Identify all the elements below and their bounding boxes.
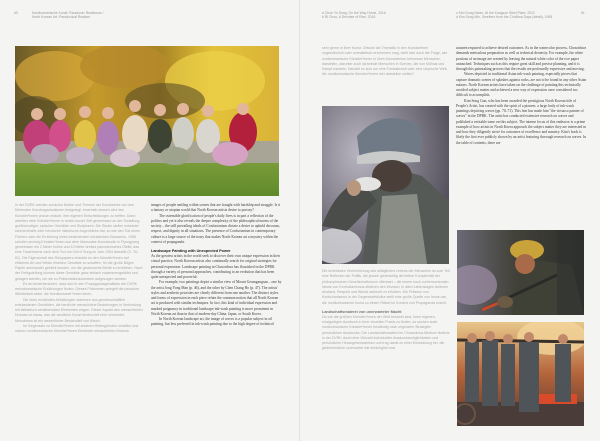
painting-image [457, 230, 584, 315]
paragraph: Waves depicted in traditional Asian ink-wash painting, especially pieces that capture dramatic scenes of splashes against rocks, are not to be found in any other Asian nations. North Korean artists have taken on the challenge of painting this technically avoided subject matter and achieved a new way of expression once considered too difficult to accomplish. [456, 72, 587, 98]
paragraph: The ostensible glorification of people's daily lives is in part a reflection of the politics and yet it also reveals the deeper complexity of the philosophical norms of the society – the still prevailing ideals of Confucianism dictate a desire to uphold decorum, respect, and dignity in all situations. The presence of Confucianism in contemporary culture is a large source of the irony that makes North Korean art a mystery within the context of propaganda. [151, 213, 280, 244]
running-head [32, 11, 103, 19]
page-number-right: 61 [581, 11, 585, 15]
caption-a: a Choe Yu Song, On the Way Home, 2016 [322, 11, 386, 15]
figure-smelters [457, 322, 584, 426]
paragraph: Die oben erwähnten Abbildungen stammen aus gemeinschaftlich entstandenen Gemälden, die herzliche menschliche Beziehungen in Verbindung mit ästhetisch-sentimentalen Elementen zeigen. Dieser Aspekt des menschlichen Dramas ist etwas, das die westliche Kunst tendenziell eher vermeidet. Melodrama ist ein wesentlicher Bestandteil von Kitsch. [15, 297, 143, 323]
paragraph: As the greatest artists in the world seek to discover their own unique expression in their visual practice, North Korean artists also continually search for original strategies for personal expression. Landscape painting in Chosonhwa has flourished in the DPRK through a variety of personal approaches, contributing to an evolution that has been quite unexpected and powerful. [151, 254, 281, 279]
caption-b: b Ri Chun, A Devotee of Rice, 2016 [322, 15, 376, 20]
page-number-left: 60 [14, 11, 18, 15]
paragraph: Da wie die größten Künstler*innen der Welt bestrebt sind, ihren eigenen, einzigartigen Ausdruck in ihrer visuellen Praxis zu finden, so suchen auch nordkoreanische Künstler*innen beständig nach originären Strategien persönlichen Ausdrucks. Die Landschaftsmalerei im Chosonhwa-Medium florierte in der DVRK durch eine Vielzahl individueller Ausdrucksmöglichkeiten und persönlicher Herangehensweisen und trug damit zu einer Entwicklung bei, die gleichermaßen unerwartet wie eindringlich war. [322, 314, 450, 351]
caption-d: d Kim Song Min, Smelters from the Chollima Days (detail), 1998 [456, 15, 553, 20]
painting-image [15, 46, 279, 196]
running-head-de: Nordkoreanische Kunst: Paradoxer Realismus / [32, 11, 104, 15]
right-page [300, 0, 600, 441]
english-text-column-right [456, 46, 587, 146]
figure-miner-drinking [322, 106, 449, 264]
section-heading: Landscape Painting with Unexpected Power [151, 249, 231, 253]
paragraph: images of people smiling within scenes that are fraught with hardship and struggle. Is it a fantasy or utopian world that North Korean artists desire to portray? [151, 203, 281, 213]
paragraph: sehr gerne in ihrer Kunst. Obwohl die Thematik in den Kunstwerken ungewöhnlich oder unrealistisch erscheinen mag, stellt sich doch die Frage, wie nordkoreanische Künstler*innen in ihren Kunstwerken behutsam Menschen darstellen, darunter auch lächelnde Menschen in Szenen, die von Mühsal und Kampf handeln. Handelt es sich um eine Fantasiewelt oder eine utopische Welt, die nordkoreanische Künstler*innen hier darstellen wollen? [322, 46, 448, 77]
running-head-en: North Korean Art: Paradoxical Realism [32, 15, 91, 20]
paragraph: Die scheinbare Verherrlichung des alltäglichen Lebens der Menschen ist zum Teil eine Reflexion der Politik, die jedoch gleichzeitig die tiefere Komplexität der philosophischen Gesellschaftsnorm offenbart – die immer noch vorherrschenden Ideale von Konfuzianismus diktieren den Wunsch, in allen Lebenslagen äußeren Anstand, Respekt und Würde aufrecht zu erhalten. Die Präsenz von Konfuzianismus in der Gegenwartskultur stellt eine große Quelle von Ironie dar, die nordkoreanische Kunst zu einem Rätsel im Kontext von Propaganda macht. [322, 269, 450, 305]
captions-c-d [456, 11, 552, 19]
german-text-top [322, 46, 450, 78]
paragraph: Im Gegensatz zu Künstler*innen mit anderen Hintergründen schaffen und nutzen nordkoreanische Künstler*innen Elemente menschlichen Dramas [15, 323, 139, 333]
section-heading-de: Landschaftsmalerei von unerwarteter Macht [322, 309, 402, 314]
painting-image [457, 322, 584, 426]
caption-c: c Kim Dong Hwan, At the Kangson Steel Plant, 2012 [456, 11, 535, 15]
english-text-column [151, 203, 282, 328]
german-text-column [15, 203, 143, 334]
paragraph: Es ist bemerkenswert, dass sich in den Propagandagemälden der DVRK melodramatische Erzählungen finden. Dieses Phänomen spiegelt die paradoxe Wirklichkeit wider, die Nordkoreaner*innen leben. [15, 281, 140, 297]
german-text-bottom [322, 269, 450, 352]
painting-image [322, 106, 449, 264]
paragraph: For example, two paintings depict a similar view of Mount Geumgangsan – one by the artist Jong Yong Man (p. 46), and the other by Chen Chang Ho (p. 47). The artists' styles and aesthetic priorities are clearly different from one another. The distinct styles and forms of expression in each piece refute the common notion that all North Korean art is produced with similar techniques. In fact, this kind of individual expression and marked poignancy in traditional landscape ink-wash painting is more prominent in North Korean art than in that of modern-day China, Japan, or South Korea. [151, 280, 282, 316]
paragraph: acumen required to achieve desired outcomes. As in the watercolor process, Chosonhwa demands meticulous preparation as well as technical dexterity. For example, the white portions of an image are created by leaving the natural white color of the rice paper untouched. Techniques such as this require great skill and precise planning, and it is through this painstaking process that the results are profoundly expressive and moving. [456, 46, 587, 71]
paragraph: In der DVRK werden zunächst Motive und Themen der Kunstwerke von den führenden Kunstorganisationen festgelegt. Innerhalb dessen wird den Künstler*innen jedoch erlaubt, ihre eigenen Entscheidungen zu treffen. Dann arbeiten viele Künstler*innen in relativ kurzer Zeit gemeinsam an der Schaffung großformatiger, epischer Gemälde und Skulpturen. Die Studie stellen entweder schmerzhafte oder heroische historische Augenblicke dar, so wie den Tod eines Führers oder die Errichtung eines bedeutenden Infrastruktur-Bauwerks. 1998 schufen sechzig Künstler*innen aus dem Mansudae-Kunststudio in Pyongyang gemeinsam ein 2 Meter hohes und 10 Meter breites panoramisches Ölbild, das eine Trauerszene nach dem Tod von Kim Il Sung im Jahr 1994 darstellt (S. 78–81). Die Eigenschaft des Reispapiers erlaubte es den Künstler*innen auf effiziente Art und Weise einzelne Gemälde zu schaffen, für die große Bögen Papier aneinander geklebt wurden, um die gewünschte Breite zu erreichen. Nach der Fertigstellung können diese Gemälde ganz einfach zusammengefaltet und gelagert werden, um sie zu Präsentationszwecken aufgezogen werden. [15, 203, 143, 281]
figure-children-autumn [15, 46, 279, 196]
figure-steel-worker [457, 230, 584, 315]
paragraph: In North Korean landscape art, the image of waves is a popular subject in oil painting, but less preferred in ink-wash painting due to the high degree of technical [151, 317, 274, 327]
captions-a-b [322, 11, 386, 19]
paragraph: Kim Song Gun, who has been awarded the prestigious North Korean title of People's Artist, has created with the spirit of a pioneer, a large body of ink-wash paintings depicting waves (pp. 70–71). This feat has made him "the virtuoso painter of waves" in the DPRK. The artist has conducted extensive research on waves and published a veritable tome on this subject. The intense focus of this endeavor is a prime example of how artists in North Korea approach the subject matter they are interested in and how they diligently strive for outcomes of excellence and mastery. Kim's book is likely the first ever publicly shown by an artist featuring thorough research on waves. In the table of contents, there are [456, 98, 587, 145]
